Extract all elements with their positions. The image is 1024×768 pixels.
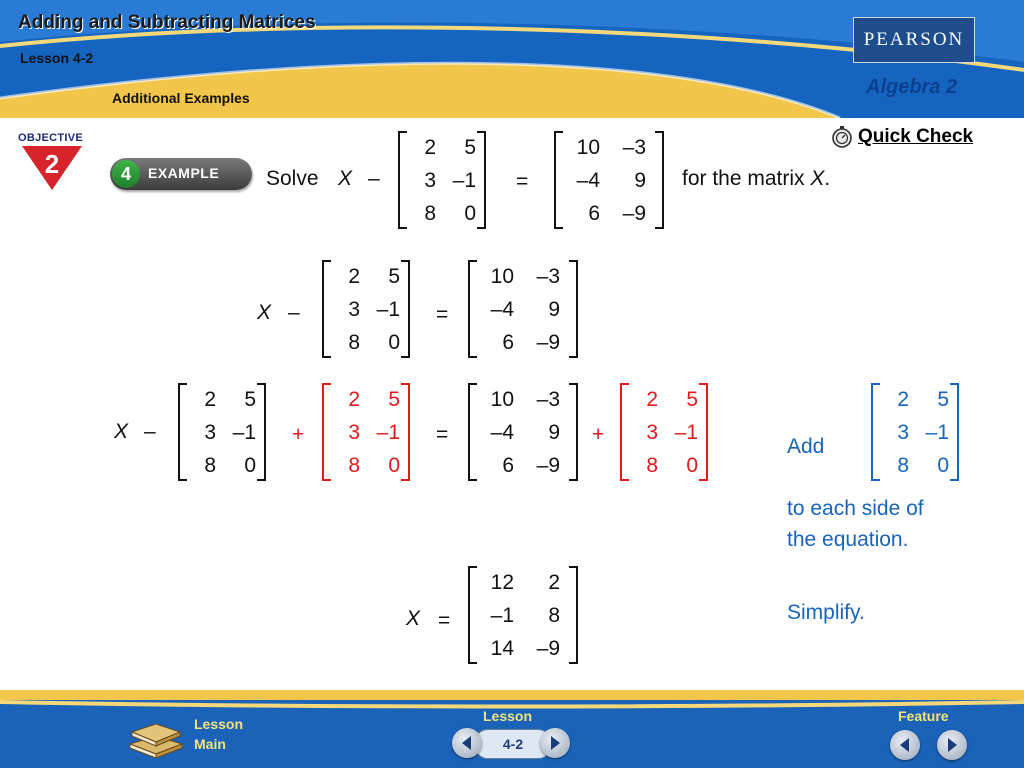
step2-minus: – [144,420,156,443]
step2-matrix-b [468,383,578,479]
matrix-entry: –1 [452,169,476,192]
matrix-entry: –4 [576,169,600,192]
problem-suffix-var: X [810,167,825,190]
matrix-entry: 8 [897,454,909,477]
quick-check-label: Quick Check [858,126,974,147]
problem-suffix-text: for the matrix [682,167,805,190]
add-explanation-line1: to each side of [787,497,924,520]
matrix-entry: 8 [348,331,360,354]
matrix-entry: 9 [548,421,560,444]
matrix-entry: –3 [622,136,646,159]
result-equals: = [438,609,451,632]
matrix-entry: 9 [548,298,560,321]
bracket-left [468,566,477,664]
matrix-entry: 0 [686,454,698,477]
problem-matrix-a [398,131,486,227]
matrix-entry: 14 [490,637,514,660]
matrix-entry: 0 [388,331,400,354]
matrix-entry: –1 [376,421,400,444]
lesson-nav-label: Lesson [483,708,533,724]
matrix-entry: 3 [897,421,909,444]
matrix-entry: 0 [937,454,949,477]
matrix-entry: 0 [464,202,476,225]
matrix-entry: 8 [646,454,658,477]
matrix-entry: –4 [490,298,514,321]
matrix-entry: 10 [490,265,514,288]
bracket-right [569,566,578,664]
annotation-matrix [871,383,959,479]
step1-matrix-a [322,260,410,356]
matrix-entry: –9 [536,637,560,660]
matrix-entry: –3 [536,388,560,411]
bracket-left [554,131,563,229]
matrix-entry: –1 [376,298,400,321]
feature-next-button[interactable] [937,730,967,760]
lesson-number: 4-2 [502,736,524,752]
objective-badge [18,132,92,192]
lesson-main-link[interactable] [126,712,266,760]
step2-equals: = [436,423,449,446]
bracket-left [620,383,629,481]
problem-matrix-b [554,131,664,227]
problem-minus: – [368,167,380,190]
matrix-entry: 5 [388,265,400,288]
matrix-entry: –9 [536,454,560,477]
problem-period: . [824,167,831,190]
matrix-entry: –3 [536,265,560,288]
matrix-entry: 2 [424,136,436,159]
lesson-next-button[interactable] [540,728,570,758]
arrow-left-icon [890,730,920,760]
matrix-entry: 8 [204,454,216,477]
step2-added-matrix-left [322,383,410,479]
lesson-prev-button[interactable] [452,728,482,758]
feature-prev-button[interactable] [890,730,920,760]
bracket-left [468,383,477,481]
arrow-right-icon [937,730,967,760]
matrix-entry: 12 [490,571,514,594]
feature-nav-label: Feature [898,708,949,724]
result-x: X [406,607,421,630]
add-explanation-line2: the equation. [787,528,909,551]
solve-word: Solve [266,167,319,190]
books-icon [126,714,186,758]
step2-plus-right: + [592,423,605,446]
step2-x: X [114,420,129,443]
matrix-entry: 5 [686,388,698,411]
matrix-entry: 3 [204,421,216,444]
matrix-entry: 3 [646,421,658,444]
matrix-entry: 3 [348,298,360,321]
bracket-right [401,383,410,481]
bracket-left [398,131,407,229]
matrix-entry: –1 [232,421,256,444]
matrix-entry: –1 [925,421,949,444]
objective-label: OBJECTIVE [18,132,84,144]
matrix-entry: 3 [424,169,436,192]
step1-minus: – [288,301,300,324]
matrix-entry: 5 [937,388,949,411]
problem-x: X [338,167,353,190]
matrix-entry: –9 [536,331,560,354]
matrix-entry: –1 [674,421,698,444]
bracket-right [569,383,578,481]
matrix-entry: 5 [244,388,256,411]
bracket-right [699,383,708,481]
bracket-right [477,131,486,229]
bracket-right [401,260,410,358]
matrix-entry: 9 [634,169,646,192]
matrix-entry: 5 [464,136,476,159]
bracket-right [655,131,664,229]
matrix-entry: –9 [622,202,646,225]
objective-number: 2 [44,149,60,179]
matrix-entry: 8 [424,202,436,225]
step1-matrix-b [468,260,578,356]
matrix-entry: 6 [502,331,514,354]
matrix-entry: –4 [490,421,514,444]
bracket-left [871,383,880,481]
bracket-left [468,260,477,358]
stopwatch-icon [830,125,854,149]
matrix-entry: 10 [490,388,514,411]
matrix-entry: 0 [388,454,400,477]
problem-equals: = [516,170,529,193]
simplify-label: Simplify. [787,601,865,624]
matrix-entry: 2 [646,388,658,411]
step2-added-matrix-right [620,383,708,479]
course-title: Algebra 2 [866,76,958,98]
lesson-main-line1: Lesson [194,716,244,732]
matrix-entry: 0 [244,454,256,477]
result-matrix [468,566,578,662]
matrix-entry: 8 [348,454,360,477]
matrix-entry: 2 [348,265,360,288]
example-badge [110,158,252,190]
matrix-entry: 6 [588,202,600,225]
matrix-entry: 2 [204,388,216,411]
slide-title: Adding and Subtracting Matrices [18,12,316,33]
step1-x: X [257,301,272,324]
objective-triangle-icon [20,144,84,192]
lesson-main-line2: Main [194,736,226,752]
bracket-left [322,383,331,481]
matrix-entry: 3 [348,421,360,444]
matrix-entry: 2 [897,388,909,411]
step1-equals: = [436,303,449,326]
matrix-entry: 8 [548,604,560,627]
step2-matrix-a [178,383,266,479]
bracket-left [178,383,187,481]
step2-plus-left: + [292,423,305,446]
bracket-right [569,260,578,358]
example-number: 4 [112,160,140,188]
bracket-right [950,383,959,481]
arrow-right-icon [540,728,570,758]
example-label: EXAMPLE [148,165,220,181]
publisher-logo [853,17,975,63]
matrix-entry: 6 [502,454,514,477]
matrix-entry: 2 [348,388,360,411]
arrow-left-icon [452,728,482,758]
matrix-entry: 10 [576,136,600,159]
matrix-entry: –1 [490,604,514,627]
bracket-left [322,260,331,358]
bracket-right [257,383,266,481]
lesson-label: Lesson 4-2 [20,50,94,66]
matrix-entry: 5 [388,388,400,411]
problem-suffix [682,167,830,191]
matrix-entry: 2 [548,571,560,594]
section-label: Additional Examples [112,90,250,106]
quick-check-link[interactable] [830,125,973,149]
publisher-name: PEARSON [863,29,965,50]
add-label: Add [787,435,825,458]
